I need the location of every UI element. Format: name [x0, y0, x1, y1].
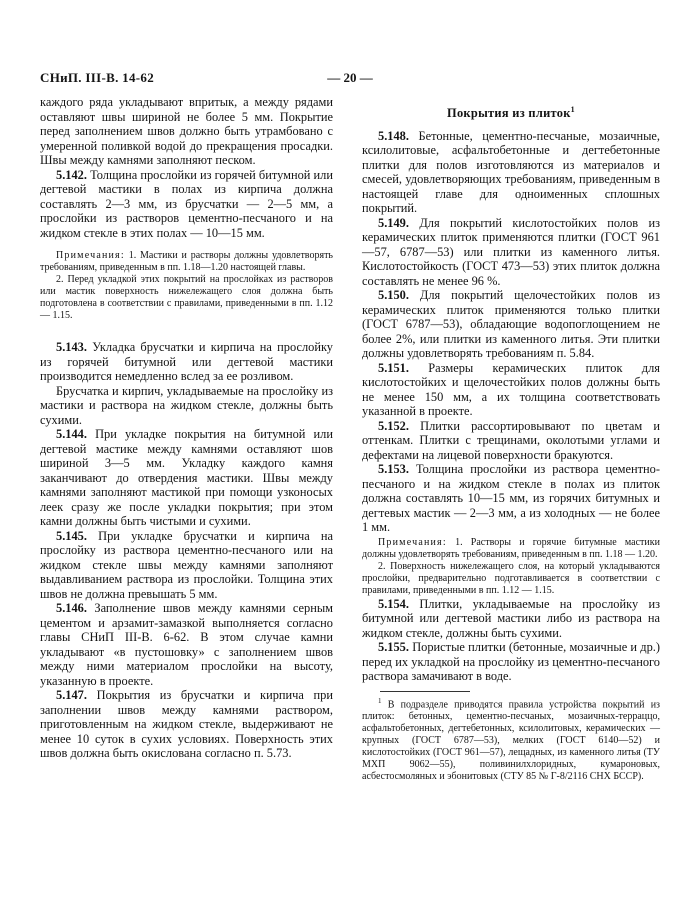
- page-header: [40, 70, 660, 88]
- notes-block-2: [362, 537, 660, 597]
- clause-text: При укладке брусчатки и кирпича на прослойку из раствора цементно-песчаного или на жидком стекле швы между камнями заполняют выдавливанием раствора из прослойки. Толщина этих швов не должна превышать 5 мм.: [40, 528, 333, 601]
- clause-5-142: [40, 168, 333, 241]
- clause-text: Для покрытий кислотостойких полов из керамических плиток применяются плитки (ГОСТ 961—57, 6787—53) или плитки из каменного литья. Кислотостойкость (ГОСТ 473—53) этих плиток должна составлять не менее 96 %.: [362, 215, 660, 288]
- clause-text: Укладка брусчатки и кирпича на прослойку из горячей битумной или дегтевой мастики производится немедленно вслед за ее розливом.: [40, 340, 333, 383]
- paragraph-continued: каждого ряда укладывают впритык, а между рядами оставляют швы шириной не более 5 мм. Покрытие перед заполнением швов должно быть утрамбовано с умеренной поливкой водой до прекращения просадки. Швы между камнями заполняют песком.: [40, 95, 333, 167]
- note-item: 2. Поверхность нижележащего слоя, на который укладываются прослойки, предварительно подготавливается в соответствии с правилами, приведенными в пп. 1.12 — 1.15.: [362, 560, 660, 596]
- document-code: СНиП. III-В. 14-62: [40, 70, 155, 85]
- note-item: 2. Перед укладкой этих покрытий на прослойках из растворов или мастик поверхность нижележащего слоя должна быть подготовлена в соответствии с правилами, приведенными в пп. 1.12 — 1.15.: [40, 274, 333, 321]
- clause-5-154: [362, 597, 660, 641]
- clause-5-148: [362, 129, 660, 216]
- clause-number: 5.142.: [56, 167, 87, 182]
- clause-5-143: [40, 340, 333, 384]
- footnote-marker: 1: [570, 105, 575, 114]
- note-item: 1. Мастики и растворы должны удовлетворять требованиям, приведенным в пп. 1.18—1.20 настоящей главы.: [40, 250, 333, 273]
- clause-5-150: [362, 288, 660, 361]
- clause-text: Для покрытий щелочестойких полов из керамических плиток применяются только плитки (ГОСТ 6787—53), обладающие водопоглощением не более 2%, или плитки из каменного литья. Эти плитки должны удовлетворять требованиям п. 5.84.: [362, 288, 660, 361]
- clause-number: 5.154.: [378, 596, 409, 611]
- clause-text: Плитки, укладываемые на прослойку из битумной или дегтевой мастики либо из раствора на жидком стекле, должны быть сухими.: [362, 596, 660, 640]
- clause-5-146: [40, 601, 333, 688]
- clause-5-145: [40, 529, 333, 602]
- footnote-marker: 1: [378, 696, 382, 705]
- clause-text: Пористые плитки (бетонные, мозаичные и др.) перед их укладкой на прослойку из цементно-песчаного раствора замачивают в воде.: [362, 640, 660, 684]
- clause-number: 5.147.: [56, 688, 87, 702]
- clause-5-151: [362, 361, 660, 419]
- clause-text: Заполнение швов между камнями серным цементом и арзамит-замазкой выполняется согласно главы СНиП III-В. 6-62. В этом случае камни укладывают «в пустошовку» с заполнением швов между ними материалом прослойки на высоту, указанную в проекте.: [40, 601, 333, 688]
- notes-label: Примечания:: [56, 250, 125, 261]
- clause-text: Толщина прослойки из горячей битумной или дегтевой мастики в полах из кирпича должна составлять 2—3 мм, из брусчатки — 2—5 мм, а прослойки из растворов цементно-песчаного и на жидком стекле в этих полах — 10—15 мм.: [40, 167, 333, 240]
- clause-5-153: [362, 462, 660, 535]
- section-title: Покрытия из плиток$^1$: [447, 105, 575, 121]
- clause-number: 5.149.: [378, 215, 409, 230]
- clause-number: 5.155.: [378, 640, 409, 655]
- clause-number: 5.143.: [56, 340, 87, 354]
- clause-number: 5.145.: [56, 528, 87, 543]
- clause-number: 5.151.: [378, 360, 409, 375]
- footnote-text: В подразделе приводятся правила устройства покрытий из плиток: бетонных, цементно-песчаных, мозаичных-терраццо, асфальтобетонных, дегтебетонных, ксилолитовых, керамических — крупных (ГОСТ 6787—53), мелких (ГОСТ 6140—52) и кислотостойких (ГОСТ 961—57), лещадных, из каменного литья (ТУ МХП 9062—55), поливинилхлоридных, кумароновых, асбестосмоляных и эбонитовых (СТУ 85 № Г-8/2116 СНХ БССР).: [362, 698, 660, 782]
- clause-5-149: [362, 216, 660, 289]
- footnote: [362, 695, 660, 783]
- clause-5-147: [40, 688, 333, 761]
- footnote-divider: [380, 691, 470, 692]
- clause-5-155: [362, 640, 660, 684]
- clause-5-152: [362, 419, 660, 463]
- notes-block-1: [40, 250, 333, 322]
- clause-text: Размеры керамических плиток для кислотостойких и щелочестойких полов должны быть не менее 150 мм, а их толщина соответствовать указанной в проекте.: [362, 360, 660, 419]
- clause-5-144: [40, 427, 333, 529]
- notes-label: Примечания:: [378, 536, 447, 548]
- clause-number: 5.144.: [56, 427, 87, 441]
- paragraph: Брусчатка и кирпич, укладываемые на прослойку из мастики и раствора на жидком стекле, должны быть сухими.: [40, 383, 333, 427]
- page-number: — 20 —: [327, 70, 373, 85]
- left-column: [40, 95, 333, 761]
- clause-text: Толщина прослойки из раствора цементно-песчаного и на жидком стекле в полах из плиток должна составлять 10—15 мм, из горячих битумных и дегтевых мастик — 2—3 мм, а из холодных — не более 1 мм.: [362, 462, 660, 535]
- clause-text: При укладке покрытия на битумной или дегтевой мастике между камнями оставляют шов шириной 3—5 мм. Укладку каждого камня заканчивают до отвердения мастики. Швы между камнями заполняют мастикой при помощи узконосых леек сразу же после укладки покрытия; при этом камни должны быть чистыми и сухими.: [40, 427, 333, 528]
- clause-number: 5.153.: [378, 462, 409, 477]
- clause-number: 5.150.: [378, 288, 409, 303]
- clause-text: Бетонные, цементно-песчаные, мозаичные, ксилолитовые, асфальтобетонные и дегтебетонные плитки для полов изготовляются из материалов и смесей, удовлетворяющих требованиям, приведенным в настоящей главе для одноименных сплошных покрытий.: [362, 128, 660, 216]
- clause-number: 5.146.: [56, 601, 87, 615]
- clause-text: Плитки рассортировывают по цветам и оттенкам. Плитки с трещинами, околотыми углами и дефектами на лицевой поверхности бракуются.: [362, 418, 660, 462]
- clause-text: Покрытия из брусчатки и кирпича при заполнении швов между камнями раствором, приготовленным на жидком стекле, выдерживают не менее 10 суток в сухих условиях. Поверхность этих швов должна быть окислована согласно п. 5.73.: [40, 688, 333, 760]
- clause-number: 5.148.: [378, 128, 409, 143]
- clause-number: 5.152.: [378, 418, 409, 433]
- note-item: 1. Растворы и горячие битумные мастики должны удовлетворять требованиям, приведенным в пп. 1.18 — 1.20.: [362, 536, 660, 560]
- right-column: [362, 95, 660, 783]
